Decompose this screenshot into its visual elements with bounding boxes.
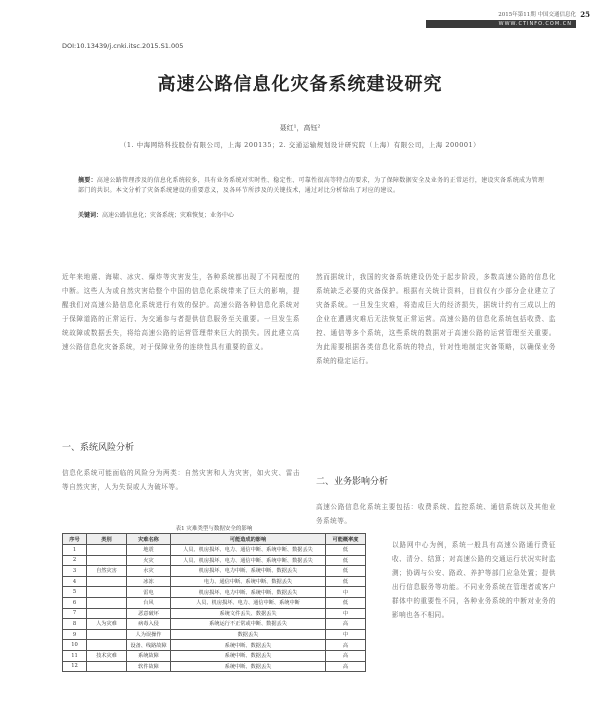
table-cell: 8 xyxy=(63,619,87,630)
table-cell xyxy=(87,608,127,619)
intro-left-paragraph: 近年来地震、海啸、冰灾、爆炸等灾害发生，各种系统都出现了不同程度的中断。这些人为或自然灾害给整个中国的信息化系统带来了巨大的影响，提醒我们对高速公路信息化系统进行有效的保护。高速公路各种信息化系统对于保障道路的正常运行、为交通参与者提供信息服务至关重要。一旦发生系统故障或数据丢失，将给高速公路的运营管理带来巨大的损失。因此建立高速公路信息化灾备系统，对于保障业务的连续性具有重要的意义。 xyxy=(62,273,300,351)
table-cell: 台风 xyxy=(127,597,171,608)
abstract-label: 摘要： xyxy=(78,177,97,184)
table-cell: 设备、线路故障 xyxy=(127,640,171,651)
table-header-cell: 类别 xyxy=(87,534,127,545)
table-row xyxy=(63,566,366,577)
table-cell: 人员、机房损坏、电力、通信中断、系统中断、数据丢失 xyxy=(171,555,326,566)
table-cell: 人员、机房损坏、电力、通信中断、系统中断、数据丢失 xyxy=(171,545,326,556)
page-number: 25 xyxy=(580,10,590,19)
table-cell: 4 xyxy=(63,576,87,587)
table-header-cell: 可能造成的影响 xyxy=(171,534,326,545)
doi: DOI:10.13439/j.cnki.itsc.2015.S1.005 xyxy=(62,42,184,50)
table-cell xyxy=(87,640,127,651)
table-cell: 病毒入侵 xyxy=(127,619,171,630)
table-cell: 系统文件丢失、数据丢失 xyxy=(171,608,326,619)
table-cell: 11 xyxy=(63,650,87,661)
table-header-row xyxy=(63,534,366,545)
keywords-label: 关键词： xyxy=(78,212,103,219)
table-cell: 高 xyxy=(326,619,366,630)
table-header-cell: 可能概率度 xyxy=(326,534,366,545)
table-cell: 冰冻 xyxy=(127,576,171,587)
table-cell: 1 xyxy=(63,545,87,556)
table-cell: 机房损坏、电力中断、系统中断、数据丢失 xyxy=(171,566,326,577)
table-cell: 系统故障 xyxy=(127,650,171,661)
abstract-text: 高速公路管理涉及的信息化系统较多，具有业务系统对实时性、稳定性、可靠性很高等特点的要求，为了保障数据安全及业务的正常运行，建设灾备系统成为管理部门的共识。本文分析了灾备系统建设的重要意义，及各环节所涉及的关键技术，通过对比分析给出了对应的建议。 xyxy=(78,177,545,194)
table-row xyxy=(63,555,366,566)
table-cell: 系统中断、数据丢失 xyxy=(171,640,326,651)
table-cell: 5 xyxy=(63,587,87,598)
table-cell: 技术灾难 xyxy=(87,650,127,661)
table-row xyxy=(63,661,366,672)
table-cell xyxy=(87,587,127,598)
section1-paragraph: 信息化系统可能面临的风险分为两类：自然灾害和人为灾害，如火灾、雷击等自然灾害，人为失误或人为破坏等。 xyxy=(62,469,300,491)
table-row xyxy=(63,629,366,640)
table-cell xyxy=(87,555,127,566)
intro-right-paragraph: 然而据统计，我国的灾备系统建设仍处于起步阶段，多数高速公路的信息化系统缺乏必要的灾备保护。根据有关统计资料，目前仅有少部分企业建立了灾备系统。一旦发生灾难，将造成巨大的经济损失，据统计约有三成以上的企业在遭遇灾难后无法恢复正常运营。高速公路的信息化系统包括收费、监控、通信等多个系统，这些系统的数据对于高速公路的运营管理至关重要。为此需要根据各类信息化系统的特点，针对性地制定灾备策略，以确保业务系统的稳定运行。 xyxy=(316,273,556,365)
section2-paragraph: 高速公路信息化系统主要包括：收费系统、监控系统、通信系统以及其他业务系统等。 xyxy=(316,503,556,525)
table-row xyxy=(63,545,366,556)
table-row xyxy=(63,650,366,661)
section-heading-impact: 二、业务影响分析 xyxy=(316,477,389,487)
table-cell xyxy=(87,545,127,556)
section-heading-risk: 一、系统风险分析 xyxy=(62,443,135,453)
table-cell: 人为误操作 xyxy=(127,629,171,640)
keywords xyxy=(78,210,548,219)
table-cell: 10 xyxy=(63,640,87,651)
table-cell xyxy=(87,576,127,587)
table-cell: 恶意破坏 xyxy=(127,608,171,619)
table-cell: 机房损坏、电力中断、系统中断、数据丢失 xyxy=(171,587,326,598)
table-cell: 电力、通信中断、系统中断、数据丢失 xyxy=(171,576,326,587)
table-cell: 软件故障 xyxy=(127,661,171,672)
running-header xyxy=(426,10,590,28)
table-cell xyxy=(87,597,127,608)
table-cell: 火灾 xyxy=(127,555,171,566)
paper-title: 高速公路信息化灾备系统建设研究 xyxy=(157,74,443,95)
table-cell: 水灾 xyxy=(127,566,171,577)
affiliations: （1. 中海网络科技股份有限公司，上海 200135；2. 交通运输规划设计研究院（上海）有限公司，上海 200001） xyxy=(119,141,481,149)
table-row xyxy=(63,608,366,619)
table-cell: 系统中断、数据丢失 xyxy=(171,650,326,661)
table-cell: 低 xyxy=(326,576,366,587)
table-cell: 2 xyxy=(63,555,87,566)
table-cell: 系统中断、数据丢失 xyxy=(171,661,326,672)
table-cell: 高 xyxy=(326,661,366,672)
table-cell: 人员、机房损坏、电力、通信中断、系统中断 xyxy=(171,597,326,608)
table-row xyxy=(63,597,366,608)
table-cell: 雷电 xyxy=(127,587,171,598)
table-cell: 低 xyxy=(326,555,366,566)
table-row xyxy=(63,576,366,587)
journal-website: WWW.CTINFO.COM.CN xyxy=(426,20,576,28)
table-cell: 人为灾难 xyxy=(87,619,127,630)
table-cell xyxy=(87,629,127,640)
table-cell: 低 xyxy=(326,545,366,556)
journal-name: 2015年第11期 中国交通信息化 xyxy=(498,12,576,18)
table-row xyxy=(63,640,366,651)
table-header-cell: 灾难名称 xyxy=(127,534,171,545)
table-cell xyxy=(87,661,127,672)
section2-paragraph-b: 以路网中心为例，系统一般具有高速公路通行费征收、清分、结算；对高速公路的交通运行状况实时监测；协调与公安、路政、养护等部门应急处置；提供出行信息服务等功能。不同业务系统在管理者或客户群体中的重要性不同，各种业务系统的中断对业务的影响也各不相同。 xyxy=(392,541,556,619)
table-cell: 7 xyxy=(63,608,87,619)
table-cell: 数据丢失 xyxy=(171,629,326,640)
table-row xyxy=(63,587,366,598)
table-cell: 高 xyxy=(326,650,366,661)
table-caption: 表1 灾难类型与数据安全的影响 xyxy=(175,526,253,532)
table-cell: 6 xyxy=(63,597,87,608)
keywords-text: 高速公路信息化；灾备系统；灾难恢复；业务中心 xyxy=(102,212,235,219)
table-cell: 自然灾害 xyxy=(87,566,127,577)
table-cell: 系统运行不正常或中断、数据丢失 xyxy=(171,619,326,630)
abstract xyxy=(78,176,548,196)
table-cell: 低 xyxy=(326,566,366,577)
table-cell: 3 xyxy=(63,566,87,577)
table-cell: 低 xyxy=(326,597,366,608)
authors: 聂红¹，高钰² xyxy=(279,124,321,132)
table-header-cell: 序号 xyxy=(63,534,87,545)
table-cell: 12 xyxy=(63,661,87,672)
disaster-table xyxy=(62,533,366,672)
table-cell: 中 xyxy=(326,629,366,640)
table-cell: 中 xyxy=(326,608,366,619)
table-row xyxy=(63,619,366,630)
table-cell: 中 xyxy=(326,587,366,598)
table-cell: 地震 xyxy=(127,545,171,556)
table-cell: 高 xyxy=(326,640,366,651)
table-cell: 9 xyxy=(63,629,87,640)
